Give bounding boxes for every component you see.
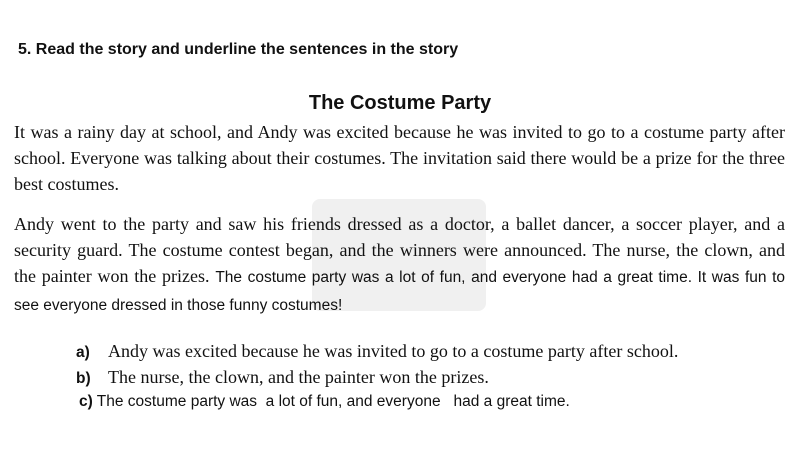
answer-a bbox=[76, 341, 678, 362]
exercise-instruction: 5. Read the story and underline the sentences in the story bbox=[18, 41, 459, 58]
answer-a-text: Andy was excited because he was invited to go to a costume party after school. bbox=[108, 341, 679, 361]
answer-b-label: b) bbox=[76, 370, 91, 387]
answer-c-text: The costume party was a lot of fun, and everyone had a great time. bbox=[96, 393, 570, 410]
story-paragraph-2-serif: Andy went to the party and saw his friends dressed as a doctor, a ballet dancer, a soccer player, and a security guard. The costume contest began, and the winners were announced. The nurse, the clown, and the painter won the prizes. bbox=[14, 214, 785, 286]
answer-b-text: The nurse, the clown, and the painter won the prizes. bbox=[108, 367, 489, 387]
story-paragraph-2 bbox=[14, 211, 785, 319]
story-paragraph-1: It was a rainy day at school, and Andy was excited because he was invited to go to a costume party after school. Everyone was talking about their costumes. The invitation said there would be a prize for the three best costumes. bbox=[14, 122, 785, 194]
answer-b bbox=[76, 367, 489, 388]
answer-c-label: c) bbox=[79, 393, 93, 410]
story-title: The Costume Party bbox=[308, 92, 492, 114]
answer-a-label: a) bbox=[76, 344, 90, 361]
story-paragraph-2-sans: The costume party was a lot of fun, and everyone had a great time. It was fun to see everyone dressed in those funny costumes! bbox=[14, 269, 786, 314]
answer-c bbox=[79, 393, 570, 411]
